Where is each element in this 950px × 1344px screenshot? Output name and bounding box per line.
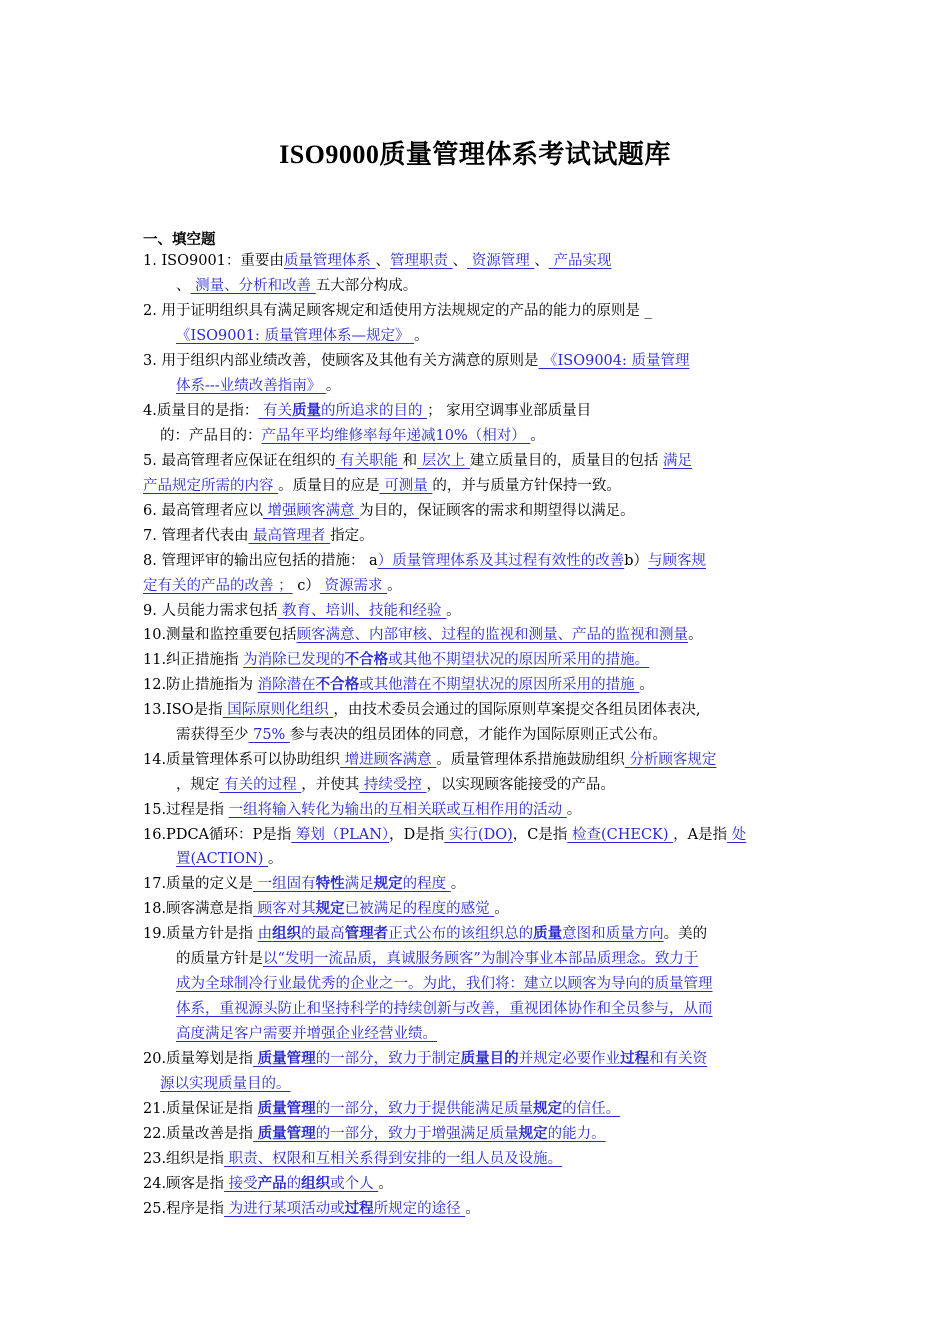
answer-text: 产品年平均维修率每年递减10%（相对） (261, 428, 531, 444)
answer-text: 一组将输入转化为输出的互相关联或互相作用的活动 (228, 802, 567, 818)
question-line (143, 352, 690, 370)
line-text: ； 家用空调事业部质量目 (427, 403, 592, 419)
answer-text: 源以实现质量目的。 (160, 1076, 291, 1092)
answer-text: 为进行某项活动或 (224, 1201, 345, 1217)
question-line (176, 277, 417, 295)
answer-text: 或个人 (330, 1176, 379, 1192)
question-line (143, 452, 692, 470)
answer-text: 成为全球制冷行业最优秀的企业之一。为此，我们将：建立以顾客为导向的质量管理 (176, 976, 713, 992)
question-line (176, 726, 667, 744)
question-line (176, 1000, 806, 1018)
question-line (143, 502, 635, 520)
line-text: 、 (452, 253, 468, 269)
answer-text: 所规定的途径 (373, 1201, 466, 1217)
line-text: 6. 最高管理者应以 (143, 503, 263, 519)
question-line (143, 1150, 562, 1168)
answer-keyword: 质量管理 (257, 1125, 316, 1142)
question-line (176, 1025, 437, 1043)
answer-keyword: 质量目的 (460, 1050, 519, 1067)
line-text: 17.质量的定义是 (143, 876, 254, 892)
answer-keyword: 组织 (272, 925, 302, 942)
answer-text: 高度满足客户需要并增强企业经营业绩。 (176, 1026, 437, 1042)
answer-text: 《ISO9001: 质量管理体系—规定》 (176, 328, 415, 344)
line-text: ，A是指 (673, 827, 728, 843)
answer-text: 管理职责 (390, 253, 453, 269)
line-text: 14.质量管理体系可以协助组织 (143, 752, 341, 768)
answer-keyword: 规定 (518, 1125, 548, 1142)
answer-keyword: 规定 (373, 875, 403, 892)
answer-text: 有关的过程 (219, 777, 302, 793)
question-line (143, 477, 621, 495)
answer-text: 满足 (344, 876, 374, 892)
section-heading: 一、填空题 (143, 232, 216, 248)
answer-text: 实行(DO) (444, 827, 513, 843)
answer-text: 的程度 (402, 876, 451, 892)
question-line (143, 900, 509, 918)
answer-keyword: 管理者 (344, 925, 389, 942)
answer-keyword: 规定 (533, 1100, 563, 1117)
answer-text: 层次上 (417, 453, 470, 469)
line-text: 。质量目的应是 (278, 478, 380, 494)
question-line (176, 327, 429, 345)
answer-text: 产品实现 (548, 253, 612, 269)
answer-keyword: 过程 (344, 1200, 374, 1217)
question-line (143, 826, 746, 844)
line-text: 、 (534, 253, 549, 269)
answer-keyword: 规定 (315, 900, 345, 917)
line-text: 、 (375, 253, 391, 269)
answer-keyword: 质量管理 (257, 1100, 316, 1117)
answer-text: 最高管理者 (248, 528, 331, 544)
question-line (143, 925, 707, 943)
line-text: 4.质量目的是指： (143, 403, 259, 419)
answer-text: 满足 (663, 453, 692, 469)
line-text: 10.测量和监控重要包括 (143, 627, 297, 643)
line-text: 21.质量保证是指 (143, 1101, 258, 1117)
answer-text: 以“发明一流品质，真诚服务顾客”为制冷事业本部品质理念。致力于 (263, 951, 699, 967)
line-text: 1. ISO9001：重要由 (143, 253, 284, 269)
question-line (143, 1050, 707, 1068)
line-text: 五大部分构成。 (315, 278, 418, 294)
question-line (143, 602, 461, 620)
line-text: 19.质量方针是指 (143, 926, 258, 942)
answer-text: 检查(CHECK) (567, 827, 674, 843)
question-line (176, 776, 615, 794)
line-text: 18.顾客满意是指 (143, 901, 254, 917)
answer-text: 顾客满意、内部审核、过程的监视和测量、产品的监视和测量 (296, 627, 689, 643)
line-text: 、 (176, 278, 191, 294)
line-text: 25.程序是指 (143, 1201, 225, 1217)
answer-text: 质量管理体系 (283, 253, 376, 269)
line-text: ，D是指 (389, 827, 445, 843)
line-text: 。 (450, 876, 466, 892)
line-text: 。 (267, 851, 283, 867)
question-line (143, 402, 591, 420)
question-line (143, 1175, 393, 1193)
line-text: ，并使其 (301, 777, 360, 793)
question-line (143, 252, 611, 270)
question-line (160, 1075, 291, 1093)
question-line (176, 975, 806, 993)
answer-text: 的信任。 (562, 1101, 621, 1117)
answer-text: 处 (727, 827, 747, 843)
line-text: 11.纠正措施指 (143, 652, 244, 668)
answer-text: 75% (248, 727, 290, 743)
line-text: 。 (378, 1176, 393, 1192)
line-text: 。 (688, 627, 703, 643)
answer-text: 国际原则化组织 (222, 702, 334, 718)
line-text: 。 (465, 1201, 480, 1217)
answer-keyword: 组织 (301, 1175, 331, 1192)
line-text: 指定。 (330, 528, 374, 544)
answer-text: 定有关的产品的改善 ； (143, 578, 293, 594)
question-line (143, 701, 700, 719)
answer-text: 的一部分，致力于制定 (315, 1051, 461, 1067)
line-text: 为目的，保证顾客的需求和期望得以满足。 (359, 503, 635, 519)
answer-text: 置(ACTION) (176, 851, 268, 867)
answer-text: 并规定必要作业 (518, 1051, 621, 1067)
answer-text: 的最高 (301, 926, 345, 942)
answer-text: 筹划（PLAN） (291, 827, 390, 843)
question-line (143, 552, 706, 570)
line-text: 和 (402, 453, 418, 469)
answer-text: 增强顾客满意 (262, 503, 360, 519)
line-text: 3. 用于组织内部业绩改善，使顾客及其他有关方满意的原则是 (143, 353, 539, 369)
answer-text: 与顾客规 (648, 553, 706, 569)
question-line (143, 302, 652, 320)
answer-text: 有关 (258, 403, 292, 419)
question-line (143, 1100, 620, 1118)
line-text: 。 (414, 328, 429, 344)
answer-text: 增进顾客满意 (340, 752, 437, 768)
answer-text: 职责、权限和互相关系得到安排的一组人员及设施。 (224, 1151, 563, 1167)
line-text: 建立质量目的，质量目的包括 (469, 453, 663, 469)
answer-text: 正式公布的该组织总的 (388, 926, 534, 942)
answer-text: 由 (257, 926, 273, 942)
question-line (143, 1200, 480, 1218)
answer-text: 教育、培训、技能和经验 (277, 603, 447, 619)
answer-text: 产品规定所需的内容 (143, 478, 279, 494)
answer-text: 消除潜在 (257, 677, 316, 693)
answer-text: 和有关资 (649, 1051, 708, 1067)
answer-text: 的一部分，致力于增强满足质量 (315, 1126, 519, 1142)
line-text: 22.质量改善是指 (143, 1126, 254, 1142)
answer-keyword: 过程 (620, 1050, 650, 1067)
line-text: 24.顾客是指 (143, 1176, 225, 1192)
answer-text: 接受 (224, 1176, 258, 1192)
line-text: 12.防止措施指为 (143, 677, 258, 693)
line-text: ，规定 (176, 777, 220, 793)
answer-text: 已被满足的程度的感觉 (344, 901, 495, 917)
answer-keyword: 不合格 (344, 651, 389, 668)
line-text: 15.过程是指 (143, 802, 229, 818)
answer-text: 持续受控 (359, 777, 427, 793)
answer-text: 资源需求 (319, 578, 388, 594)
question-line (176, 950, 806, 968)
line-text: 。 (387, 578, 402, 594)
line-text: 5. 最高管理者应保证在组织的 (143, 453, 336, 469)
answer-text: 意图和质量方向 (562, 926, 664, 942)
line-text: ，以实现顾客能接受的产品。 (426, 777, 615, 793)
document-title: ISO9000质量管理体系考试试题库 (279, 140, 671, 169)
answer-keyword: 质量管理 (257, 1050, 316, 1067)
answer-keyword: 质量 (291, 402, 321, 419)
question-line (143, 651, 649, 669)
line-text: 。美的 (663, 926, 708, 942)
answer-text: 为消除已发现的 (243, 652, 345, 668)
answer-text: 《ISO9004: 质量管理 (538, 353, 690, 369)
line-text: 。质量管理体系措施鼓励组织 (436, 752, 625, 768)
line-text: 参与表决的组员团体的同意，才能作为国际原则正式公布。 (289, 727, 667, 743)
question-line (143, 577, 402, 595)
line-text: 。 (639, 677, 654, 693)
answer-text: 的 (286, 1176, 302, 1192)
answer-text: 或其他不期望状况的原因所采用的措施。 (388, 652, 650, 668)
question-line (143, 676, 654, 694)
line-text: 13.ISO是指 (143, 702, 223, 718)
answer-text: 资源管理 (467, 253, 535, 269)
answer-text: 顾客对其 (253, 901, 316, 917)
answer-text: 体系---业绩改善指南》 (176, 378, 326, 394)
answer-text: 分析顾客规定 (624, 752, 717, 768)
line-text: 。 (566, 802, 582, 818)
line-text: 9. 人员能力需求包括 (143, 603, 278, 619)
answer-text: 的一部分，致力于提供能满足质量 (315, 1101, 534, 1117)
line-text: b） (624, 553, 648, 569)
line-text: 20.质量筹划是指 (143, 1051, 254, 1067)
line-text: 8. 管理评审的输出应包括的措施： a (143, 553, 378, 569)
line-text: c） (292, 578, 320, 594)
line-text: ，C是指 (512, 827, 568, 843)
answer-text: 一组固有 (253, 876, 316, 892)
question-line (143, 751, 716, 769)
question-line (143, 801, 581, 819)
answer-text: 测量、分析和改善 (190, 278, 316, 294)
answer-text: 的能力。 (547, 1126, 606, 1142)
answer-text: 体系，重视源头防止和坚持科学的持续创新与改善，重视团体协作和全员参与，从而 (176, 1001, 713, 1017)
answer-keyword: 不合格 (315, 676, 360, 693)
question-line (143, 875, 465, 893)
question-line (143, 1125, 606, 1143)
answer-text: ）质量管理体系及其过程有效性的改善 (377, 553, 625, 569)
question-line (143, 527, 374, 545)
answer-keyword: 产品 (257, 1175, 287, 1192)
line-text: 16.PDCA循环：P是指 (143, 827, 292, 843)
line-text: 的质量方针是 (176, 951, 263, 967)
answer-text: 有关职能 (335, 453, 403, 469)
answer-keyword: 质量 (533, 925, 563, 942)
line-text: 的：产品目的： (160, 428, 262, 444)
line-text: 的，并与质量方针保持一致。 (432, 478, 621, 494)
answer-text: 的所追求的目的 (320, 403, 428, 419)
question-line (176, 377, 340, 395)
answer-text: 可测量 (379, 478, 433, 494)
line-text: 。 (325, 378, 341, 394)
line-text: 。 (530, 428, 545, 444)
line-text: 23.组织是指 (143, 1151, 225, 1167)
answer-keyword: 特性 (315, 875, 345, 892)
line-text: ，由技术委员会通过的国际原则草案提交各组员团体表决, (333, 702, 701, 718)
question-line (176, 850, 282, 868)
question-line (160, 427, 545, 445)
answer-text: 或其他潜在不期望状况的原因所采用的措施 (359, 677, 640, 693)
line-text: 。 (494, 901, 509, 917)
line-text: 需获得至少 (176, 727, 249, 743)
question-line (143, 626, 703, 644)
line-text: 2. 用于证明组织具有满足顾客规定和适使用方法规规定的产品的能力的原则是 _ (143, 303, 652, 319)
line-text: 7. 管理者代表由 (143, 528, 249, 544)
line-text: 。 (446, 603, 461, 619)
